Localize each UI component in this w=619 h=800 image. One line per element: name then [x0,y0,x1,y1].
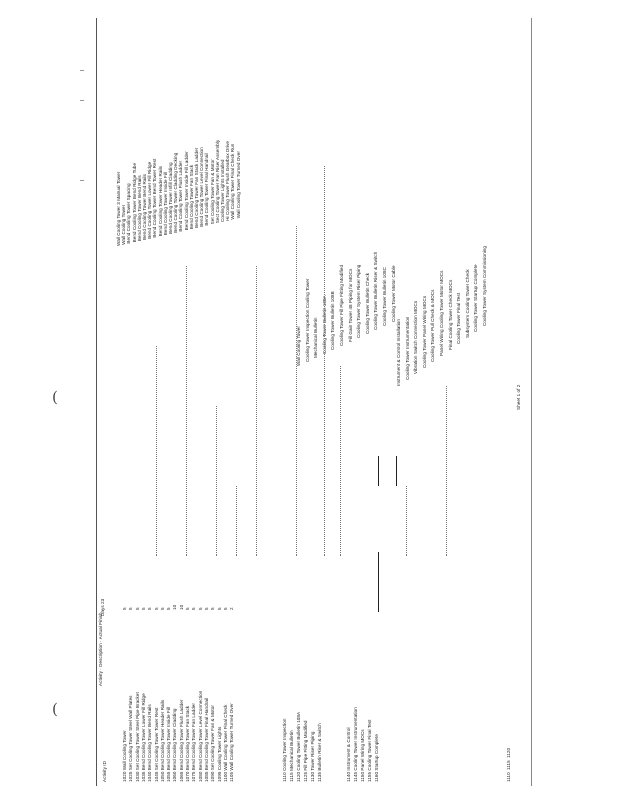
instrument-label: Cooling Tower Panel Wiring MOCs [421,295,427,368]
activity-row: 1155 Cooling Tower Final Test [367,719,372,782]
header-description: Activity · Description · Actual Finish [98,612,103,686]
activity-row: 1075 Bend Cooling Tower Fan Ladder [191,703,197,782]
instrument-label: Cooling Tower Instrumentation [404,316,410,380]
duration-cell: 5 [191,607,197,610]
footer-code: 1110 [506,772,511,782]
leader-dots [446,386,447,556]
activity-row: 1090 Set Cooling Tower Fan & Motor [210,705,216,782]
bulletin-label: Cooling Tower Bulletin 108B [330,291,336,350]
instrument-label: Cooling Tower Pull Check & MOCs [430,289,436,362]
activity-row: 1145 Cooling Tower Instrumentation [353,707,358,782]
leader-dots [216,406,217,556]
activity-row: 1080 Bend Cooling Tower Level Connection [197,690,203,782]
instrument-label: Subsystem Cooling Tower Check [464,269,470,338]
instrument-label: Cooling Tower Startup Complete [473,264,479,332]
duration-cell: 5 [134,607,140,610]
duration-cell: 5 [147,607,153,610]
gantt-label: Bend Cooling Tower Cladding Decking [173,152,179,233]
activity-row: 1035 Bend Cooling Tower Lower Fill Ridge [140,693,146,782]
gantt-label: Wall Cooling Tower Turned Over [235,151,241,219]
bulletin-label: Cooling Tower Bulletin Riser & Switch [373,251,379,330]
leader-dots [296,226,297,556]
bulletin-label: Cooling Tower System Riser Piping [356,264,362,338]
activity-row: 1125 Fill Pipe Fitting Modified [303,720,308,782]
instrument-label: Cooling Tower System Commissioning [482,246,487,326]
duration-cell: 5 [216,607,222,610]
duration-cell: 5 [203,607,209,610]
gantt-label: Hi Cooling Tower Flush Gearbox Drive [225,140,231,221]
bulletin-label: Cooling Tower Bulletin Check [364,272,370,334]
duration-cell: 5 [166,607,172,610]
gantt-label: Bend Cooling Tower Bend Rails [142,174,147,240]
activity-row: 1115 Mechanical Bulletin [289,730,294,782]
instrument-label: Panel Wiring Cooling Tower Motor MOCs [439,270,444,356]
duration-cell: 5 [159,607,165,610]
margin-tick [80,180,84,181]
activity-row: 1135 Bulletin Riser & Switch [317,723,322,782]
gantt-label: Wall Cooling Tower 3 Manual Tower [116,171,121,246]
gantt-label: Wall Cooling Tower Final Check Run [230,143,236,220]
leader-dots [186,266,187,556]
duration-cell: 5 [222,607,228,610]
leader-dots [236,486,237,556]
activity-row: 1110 Cooling Tower Inspection [282,718,287,782]
gantt-label: Bend Cooling Tower Inside Fill [162,171,168,236]
gantt-label: Bend Cooling Tower Bend Rails [136,175,142,242]
duration-cell: 10 [172,604,178,610]
activity-row: 1140 Instrument & Control [346,727,351,782]
activity-row: 1105 Wall Cooling Tower Turned Over [229,703,235,782]
activity-row: 1040 Bend Cooling Tower Bend Rails [147,704,153,782]
gantt-label: Set Cooling Tower Fan & Motor [209,159,215,225]
gantt-label: Bend Cooling Tower Bend Ridge Tube [131,162,137,243]
margin-tick [80,70,84,71]
duration-cell: 5 [197,607,203,610]
table-rule [378,552,379,612]
bulletin-label: Wall Cooling Tower [296,326,301,366]
duration-cell: 5 [210,607,216,610]
activity-row: 1150 Panel Wiring MOCs [360,729,365,782]
margin-tick [80,100,84,101]
gantt-label: Cooling Tower Lights Installed [220,159,225,222]
leader-dots [156,346,157,556]
activity-row: 1025 Set Cooling Tower Steel Wall Plates [128,695,134,782]
duration-cell: 5 [153,607,159,610]
leader-dots [340,366,341,556]
gantt-label: Bend Cooling Tower Flush Ladder [178,160,184,232]
bulletin-label: Fill Gain Tower 48 Piping for MOCs [347,268,353,342]
bulletin-label: Cooling Tower Inspection Cooling Tower [304,278,310,362]
gantt-label: Bend Cooling Tower Spacing [126,183,132,244]
activity-row: 1055 Bend Cooling Tower Inside Fill [166,707,172,782]
activity-row: 1130 Tower Riser Piping [310,731,315,782]
gantt-label: Bend Cooling Tower Fan Stack Ladder [194,147,199,228]
gantt-label: Bend Cooling Tower Bend Tower Rest [152,158,158,238]
activity-row: 1160 Startup Complete [374,734,379,782]
duration-cell: 2 [229,607,235,610]
punch-hole-mark: ( [52,700,58,718]
header-days: Days 23 [100,598,105,616]
activity-row: 1095 Cooling Tower Lights [216,726,222,782]
instrument-label: Final Cooling Tower Check MOCs [447,279,453,350]
activity-row: 1085 Bend Cooling Tower Final Handrail [203,697,209,782]
gantt-label: Bend Cooling Tower Header Rails [157,165,163,237]
instrument-label: Instrument & Control Installation [396,318,401,386]
footer-code: 1115 [506,760,511,770]
activity-row: 1050 Bend Cooling Tower Header Rails [159,699,165,782]
instrument-label: Vibration Switch Connection MOCs [413,300,419,374]
gantt-label: Bend Cooling Tower Lower Fill Ridge [147,161,153,239]
activity-row: 1070 Bend Cooling Tower Fan Stack [185,705,190,782]
header-activity-id: Activity ID [102,761,107,782]
gantt-label: Bend Cooling Tower Fan Stack [188,164,194,230]
punch-hole-mark: ( [52,388,58,406]
gantt-label: Bend Cooling Tower Level Connection [199,147,205,227]
table-rule [396,456,397,486]
gantt-label: Wall Cooling Tower [121,204,127,245]
activity-row: 1020 Wall Cooling Tower [122,730,127,782]
gantt-label: Bend Cooling Tower Final Handrail [204,153,210,226]
gantt-label: Sect Cooling Tower Fan Riser Assembly [214,139,220,224]
activity-row: 1060 Bend Cooling Tower Cladding [172,708,178,782]
bulletin-label: Cooling Tower Bulletin 108A [321,295,327,354]
page-label: Sheet 1 of 2 [516,384,521,410]
gantt-label: Bend Cooling Tower Infill Cladding [168,162,173,234]
footer-code: 1120 [506,747,511,758]
leader-dots [256,266,257,556]
bulletin-label: Mechanical Bulletin [313,317,319,358]
gantt-label: Bend Cooling Tower Inside Fill Ladder [183,151,189,231]
table-rule [378,456,379,486]
leader-dots [406,486,407,556]
duration-cell: 10 [178,604,184,610]
activity-row: 1100 Wall Cooling Tower Final Check [222,704,228,782]
duration-cell: 5 [185,607,190,610]
activity-row: 1120 Cooling Tower Bulletin 108A [296,711,301,782]
duration-cell: 5 [122,607,127,610]
activity-row: 1065 Bend Cooling Tower Flush Ladder [178,699,184,782]
activity-row: 1030 Set Cooling Tower Steel Pipe Bracket [134,692,140,782]
duration-cell: 5 [140,607,146,610]
rotated-gantt-sheet [96,18,530,786]
bulletin-label: Cooling Tower Bulletin 108C [382,267,387,326]
bulletin-label: Cooling Tower Fill Pipe Fitting Modified [339,264,344,346]
duration-cell: 5 [128,607,134,610]
bulletin-label: Cooling Tower Motor Cable [390,265,396,322]
activity-row: 1045 Set Cooling Tower Tower Rest [153,707,159,782]
instrument-label: Cooling Tower Final Test [456,292,462,344]
